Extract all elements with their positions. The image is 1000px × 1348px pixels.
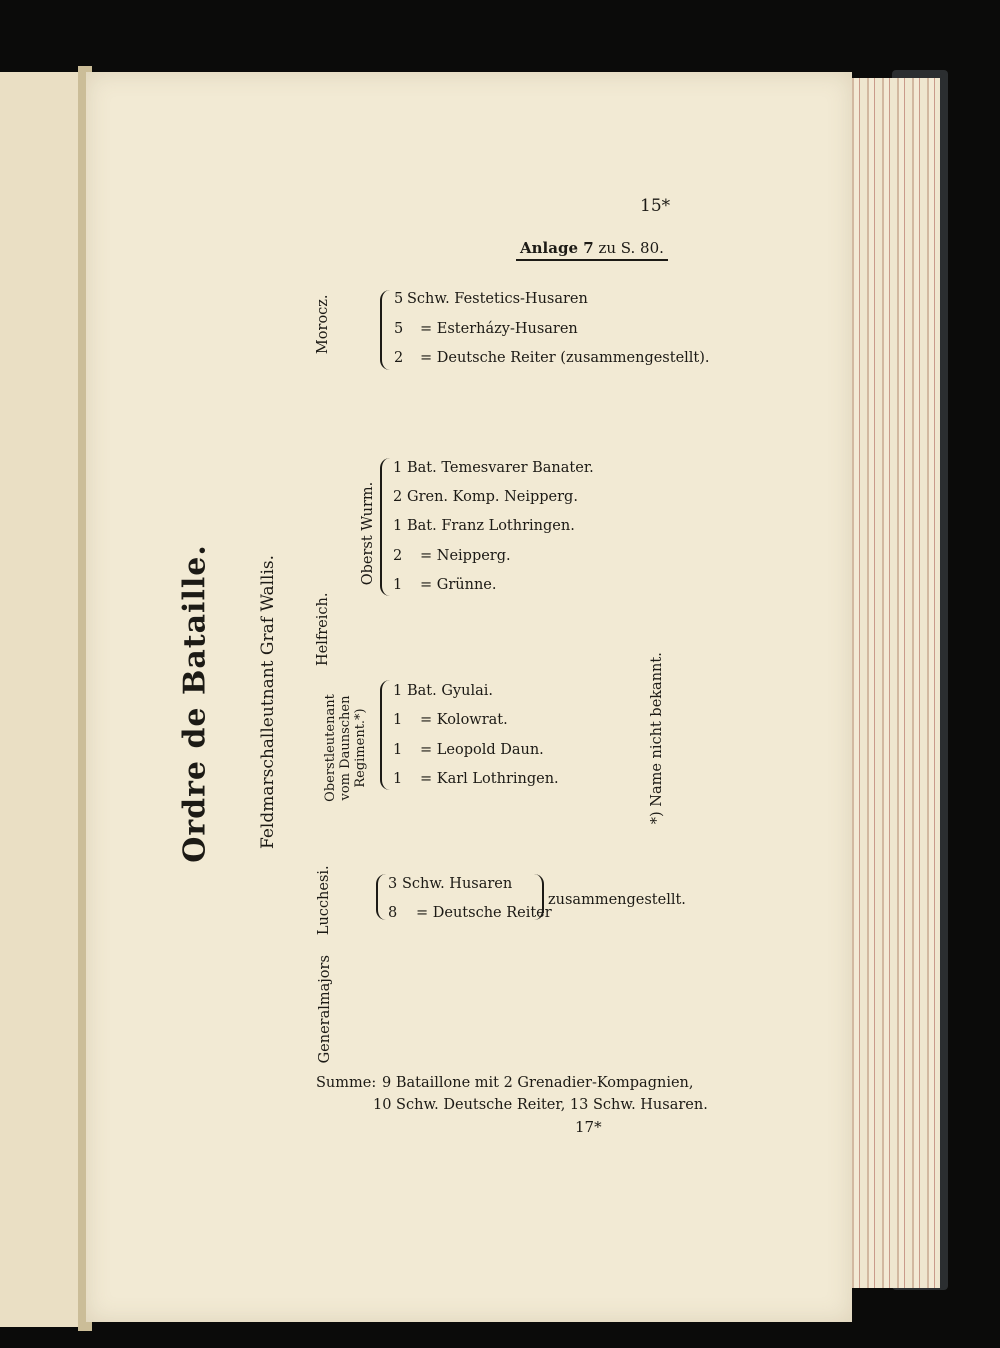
unit-text: = Leopold Daun. [420,742,544,758]
sum-label: Summe: [316,1075,377,1091]
unit-text: = Karl Lothringen. [420,771,559,787]
brace-morocz [380,290,390,370]
unit-count: 5 [394,291,404,307]
sub-label-line: Regiment.*) [352,708,368,788]
unit-text: Bat. Temesvarer Banater. [407,460,594,476]
unit-count: 1 [393,518,403,534]
unit-count: 2 [393,548,403,564]
unit-count: 1 [393,460,403,476]
sum-line-1: 9 Bataillone mit 2 Grenadier-Kompagnien, [382,1075,694,1091]
group-label-lucchesi: Lucchesi. [315,865,332,936]
group-label-morocz: Morocz. [314,294,331,355]
unit-count: 1 [393,683,403,699]
group-label-helfreich: Helfreich. [314,592,331,666]
unit-count: 2 [393,489,403,505]
annex-label: Anlage 7 [520,239,594,257]
sum-line-2: 10 Schw. Deutsche Reiter, 13 Schw. Husaren. [373,1097,708,1113]
sub-label-oberst-wurm: Oberst Wurm. [359,481,376,586]
unit-count: 8 [388,905,398,921]
unit-count: 3 [388,876,398,892]
sub-label-line: Oberstleutenant [323,694,338,802]
unit-text: = Deutsche Reiter [416,905,552,921]
annex-reference [520,239,664,257]
sub-label-line: vom Daunschen [337,695,353,801]
left-page [0,72,80,1327]
footnote: *) Name nicht bekannt. [648,652,665,825]
unit-count: 2 [394,350,404,366]
unit-text: Schw. Husaren [402,876,513,892]
unit-text: Bat. Franz Lothringen. [407,518,575,534]
unit-count: 1 [393,712,403,728]
unit-text: Schw. Festetics-Husaren [407,291,588,307]
unit-text: = Grünne. [420,577,497,593]
brace-lucchesi-right [534,874,544,920]
unit-count: 1 [393,577,403,593]
annex-ref: zu S. 80. [598,239,664,257]
annex-underline [516,259,668,261]
unit-text: Bat. Gyulai. [407,683,493,699]
unit-text: = Neipperg. [420,548,511,564]
unit-count: 1 [393,771,403,787]
unit-text: = Deutsche Reiter (zusammengestellt). [420,350,710,366]
rank-label: Generalmajors [316,955,333,1064]
unit-count: 5 [394,321,404,337]
page-title: Ordre de Bataille. [177,544,213,863]
sub-label-daun [324,688,376,808]
lucchesi-note: zusammengestellt. [548,892,686,908]
unit-text: = Esterházy-Husaren [420,321,578,337]
brace-daun [380,680,390,790]
unit-text: Gren. Komp. Neipperg. [407,489,578,505]
page-number-top: 15* [640,196,671,216]
commander: Feldmarschalleutnant Graf Wallis. [258,554,278,850]
unit-count: 1 [393,742,403,758]
page-number-bottom: 17* [575,1118,602,1136]
brace-helfreich [380,458,390,596]
unit-text: = Kolowrat. [420,712,508,728]
brace-lucchesi [376,874,386,920]
